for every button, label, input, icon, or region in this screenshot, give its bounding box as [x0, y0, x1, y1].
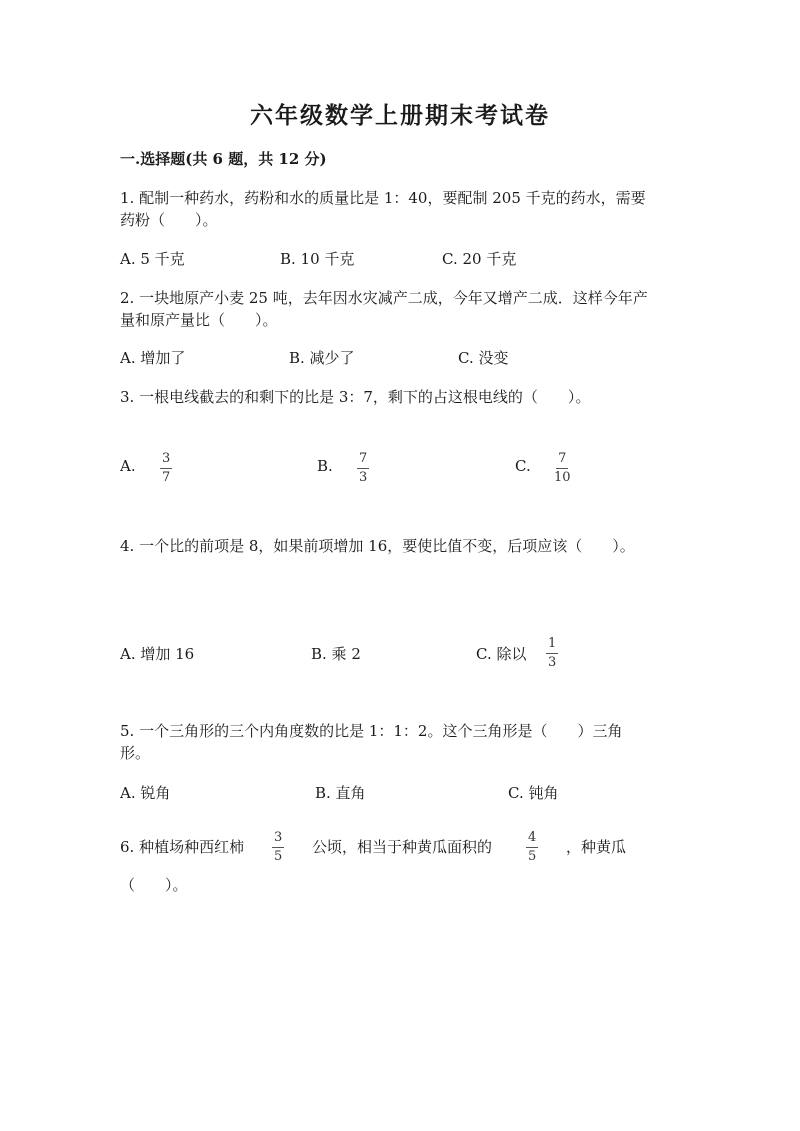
question-4-option-c-fraction	[546, 637, 558, 670]
question-4-text: 4. 一个比的前项是 8，如果前项增加 16，要使比值不变，后项应该（ ）。	[120, 537, 635, 555]
question-1-option-c: C. 20 千克	[442, 250, 517, 268]
fraction-numerator: 4	[526, 831, 538, 848]
question-3-option-c-label: C.	[515, 457, 531, 475]
question-5-line-1: 5. 一个三角形的三个内角度数的比是 1：1：2。这个三角形是（ ）三角	[120, 722, 623, 740]
question-2-line-1: 2. 一块地原产小麦 25 吨，去年因水灾减产二成，今年又增产二成．这样今年产	[120, 289, 648, 307]
question-6-part-2: 公顷，相当于种黄瓜面积的	[312, 838, 493, 856]
question-1-option-b: B. 10 千克	[280, 250, 355, 268]
question-4-option-b: B. 乘 2	[311, 645, 361, 663]
fraction-denominator: 3	[359, 470, 368, 485]
question-4-option-c-label: C. 除以	[476, 645, 527, 663]
question-6-fraction-1	[272, 831, 284, 864]
question-6-part-1: 6. 种植场种西红柿	[120, 838, 245, 856]
question-2-line-2: 量和原产量比（ ）。	[120, 311, 278, 329]
fraction-denominator: 7	[162, 470, 171, 485]
fraction-numerator: 7	[556, 452, 568, 469]
fraction-denominator: 3	[548, 655, 557, 670]
fraction-denominator: 5	[528, 849, 537, 864]
question-6-part-3: ，种黄瓜	[566, 838, 627, 856]
section-heading: 一.选择题(共 6 题，共 12 分)	[120, 150, 327, 168]
page-title: 六年级数学上册期末考试卷	[250, 102, 550, 129]
question-2-option-b: B. 减少了	[289, 349, 355, 367]
fraction-numerator: 1	[546, 637, 558, 654]
question-6-fraction-2	[526, 831, 538, 864]
fraction-denominator: 5	[274, 849, 283, 864]
question-2-option-a: A. 增加了	[120, 349, 186, 367]
question-2-option-c: C. 没变	[458, 349, 509, 367]
question-3-option-b-fraction	[357, 452, 369, 485]
question-1-line-1: 1. 配制一种药水，药粉和水的质量比是 1：40，要配制 205 千克的药水，需要	[120, 189, 646, 207]
question-3-text: 3. 一根电线截去的和剩下的比是 3：7，剩下的占这根电线的（ ）。	[120, 388, 591, 406]
question-5-text	[120, 720, 622, 764]
question-5-line-2: 形。	[120, 744, 151, 762]
question-5-option-c: C. 钝角	[508, 784, 559, 802]
question-1-text	[120, 187, 646, 231]
question-3-option-a-fraction	[160, 452, 172, 485]
question-3-option-b-label: B.	[317, 457, 333, 475]
question-6-line-2: （ ）。	[120, 876, 188, 894]
question-4-option-a: A. 增加 16	[120, 645, 195, 663]
question-1-line-2: 药粉（ ）。	[120, 211, 218, 229]
fraction-numerator: 3	[160, 452, 172, 469]
fraction-numerator: 3	[272, 831, 284, 848]
fraction-denominator: 10	[554, 470, 571, 485]
question-5-option-a: A. 锐角	[120, 784, 171, 802]
question-5-option-b: B. 直角	[315, 784, 366, 802]
question-2-text	[120, 287, 648, 331]
fraction-numerator: 7	[357, 452, 369, 469]
question-3-option-c-fraction	[554, 452, 571, 485]
question-3-option-a-label: A.	[120, 457, 136, 475]
question-1-option-a: A. 5 千克	[120, 250, 185, 268]
